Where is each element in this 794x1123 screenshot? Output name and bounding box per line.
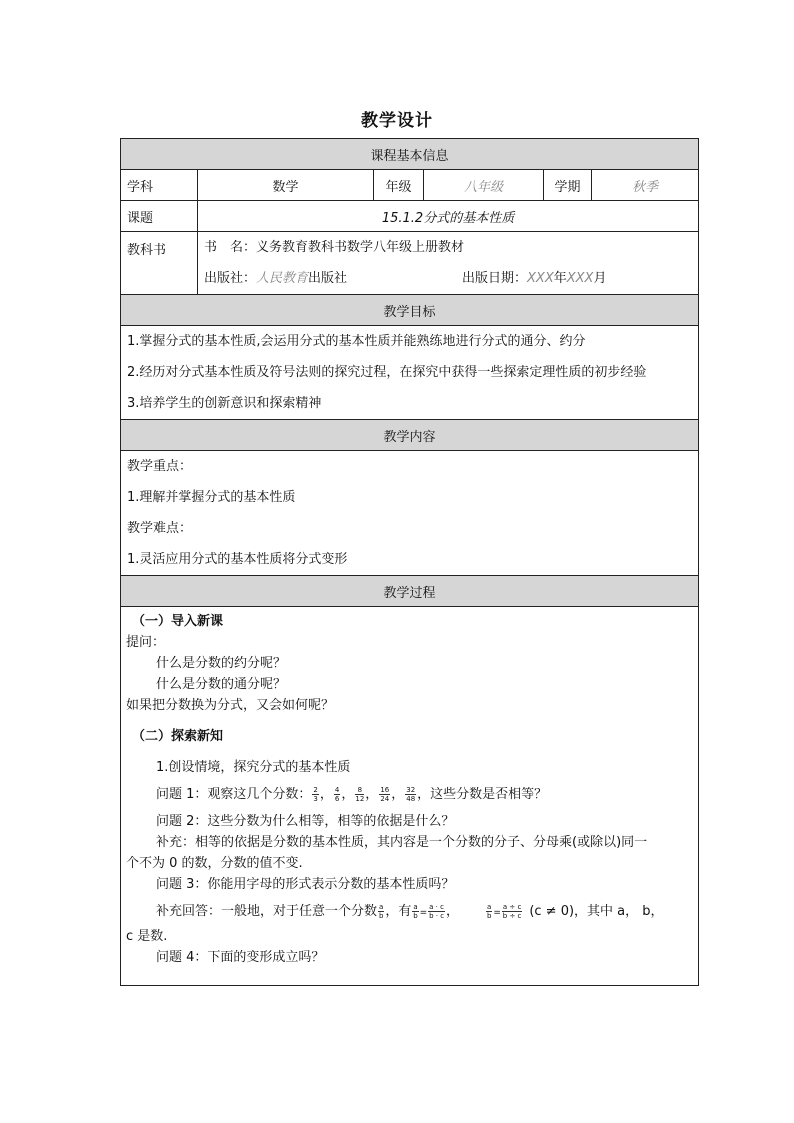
lesson-plan-table	[120, 138, 699, 986]
pub-date	[462, 263, 606, 294]
fraction: $\frac{a}{b}$	[413, 903, 418, 920]
supplement-1b: 个不为 0 的数，分数的值不变.	[126, 856, 303, 871]
question-common-denominator: 什么是分数的通分呢？	[156, 677, 287, 692]
month-char: 月	[593, 271, 607, 286]
fraction: $\frac{a \cdot c}{b \cdot c}$	[429, 903, 445, 920]
process-row	[121, 607, 699, 986]
fraction: $\frac{8}{12}$	[355, 786, 365, 803]
problem-3: 问题 3：你能用字母的形式表示分数的基本性质吗？	[156, 877, 455, 892]
process-header: 教学过程	[121, 576, 699, 607]
book-name-line	[204, 232, 692, 263]
textbook-info	[198, 232, 699, 295]
content-header: 教学内容	[121, 420, 699, 451]
publisher-label: 出版社：	[204, 271, 257, 286]
document-title: 教学设计	[361, 111, 433, 131]
fraction: $\frac{16}{24}$	[380, 786, 390, 803]
answer-end: c 是数.	[126, 929, 168, 944]
fraction: $\frac{a \div c}{b \div c}$	[502, 903, 522, 920]
term-label: 学期	[544, 170, 592, 201]
content-header-row	[121, 420, 699, 451]
grade-label: 年级	[374, 170, 424, 201]
basic-info-header: 课程基本信息	[121, 139, 699, 170]
problem-2: 问题 2：这些分数为什么相等，相等的依据是什么？	[156, 814, 455, 829]
publisher-line	[204, 263, 692, 294]
section-2-title: （二）探索新知	[132, 729, 224, 744]
difficulty-label: 教学难点：	[127, 521, 193, 536]
objectives-row	[121, 326, 699, 420]
problem-1: 问题 1：观察这几个分数： $\frac{2}{3}$ ， $\frac{4}{6}$ ， $\frac{8}{12}$ ， $\frac{16}{24}$ ， $\frac{32}{48}$ ，这些分数是否相等？	[156, 786, 548, 803]
topic-label: 课题	[121, 201, 198, 232]
term-value: 秋季	[592, 170, 699, 201]
ask-label: 提问：	[126, 635, 166, 650]
year-char: 年	[553, 271, 567, 286]
fraction: $\frac{2}{3}$	[313, 786, 318, 803]
key-point-item: 1.理解并掌握分式的基本性质	[127, 490, 296, 505]
publisher-suffix: 出版社	[308, 271, 348, 286]
objective-item: 1.掌握分式的基本性质,会运用分式的基本性质并能熟练地进行分式的通分、约分	[127, 334, 586, 349]
process-body	[121, 607, 699, 986]
supplement-answer: 补充回答：一般地，对于任意一个分数 $\frac{a}{b}$ ，有 $\frac{a}{b}$ = $\frac{a \cdot c}{b \cdot c}$ ， $\frac{a}{b}$ = $\frac{a \div c}{b \div c}$ (c ≠ 0)，其中 a， b，	[156, 903, 664, 920]
subject-value: 数学	[198, 170, 374, 201]
objectives-header-row	[121, 295, 699, 326]
book-name-value: 义务教育教科书数学八年级上册教材	[256, 240, 465, 255]
content-row	[121, 451, 699, 576]
fraction: $\frac{32}{48}$	[406, 786, 416, 803]
process-header-row	[121, 576, 699, 607]
step-1: 1.创设情境，探究分式的基本性质	[156, 760, 351, 775]
subject-row	[121, 170, 699, 201]
grade-value: 八年级	[424, 170, 544, 201]
objective-item: 3.培养学生的创新意识和探索精神	[127, 396, 322, 411]
content-body	[121, 451, 699, 576]
objectives-header: 教学目标	[121, 295, 699, 326]
subject-label: 学科	[121, 170, 198, 201]
topic-row	[121, 201, 699, 232]
basic-info-header-row	[121, 139, 699, 170]
question-reduce: 什么是分数的约分呢？	[156, 656, 287, 671]
difficulty-item: 1.灵活应用分式的基本性质将分式变形	[127, 552, 348, 567]
question-fraction: 如果把分数换为分式，又会如何呢？	[126, 698, 335, 713]
section-1-title: （一）导入新课	[132, 614, 224, 629]
book-name-label: 书 名：	[204, 240, 257, 255]
textbook-row	[121, 232, 699, 295]
fraction: $\frac{4}{6}$	[334, 786, 340, 803]
topic-value: 15.1.2分式的基本性质	[198, 201, 699, 232]
objectives-list	[121, 326, 699, 420]
problem-4: 问题 4：下面的变形成立吗？	[156, 950, 325, 965]
fraction: $\frac{a}{b}$	[486, 903, 492, 920]
pub-date-label: 出版日期：	[462, 271, 528, 286]
problem-1-post: ，这些分数是否相等？	[417, 787, 548, 802]
fraction: $\frac{a}{b}$	[378, 903, 384, 920]
publisher-name: 人民教育	[256, 271, 309, 286]
key-points-label: 教学重点：	[127, 459, 193, 474]
pub-month: XXX	[566, 271, 594, 286]
textbook-label: 教科书	[121, 232, 198, 295]
problem-1-pre: 问题 1：观察这几个分数：	[156, 787, 312, 802]
pub-year: XXX	[527, 271, 554, 286]
objective-item: 2.经历对分式基本性质及符号法则的探究过程，在探究中获得一些探索定理性质的初步经验	[127, 365, 647, 380]
supplement-1a: 补充：相等的依据是分数的基本性质，其内容是一个分数的分子、分母乘(或除以)同一	[156, 835, 648, 850]
